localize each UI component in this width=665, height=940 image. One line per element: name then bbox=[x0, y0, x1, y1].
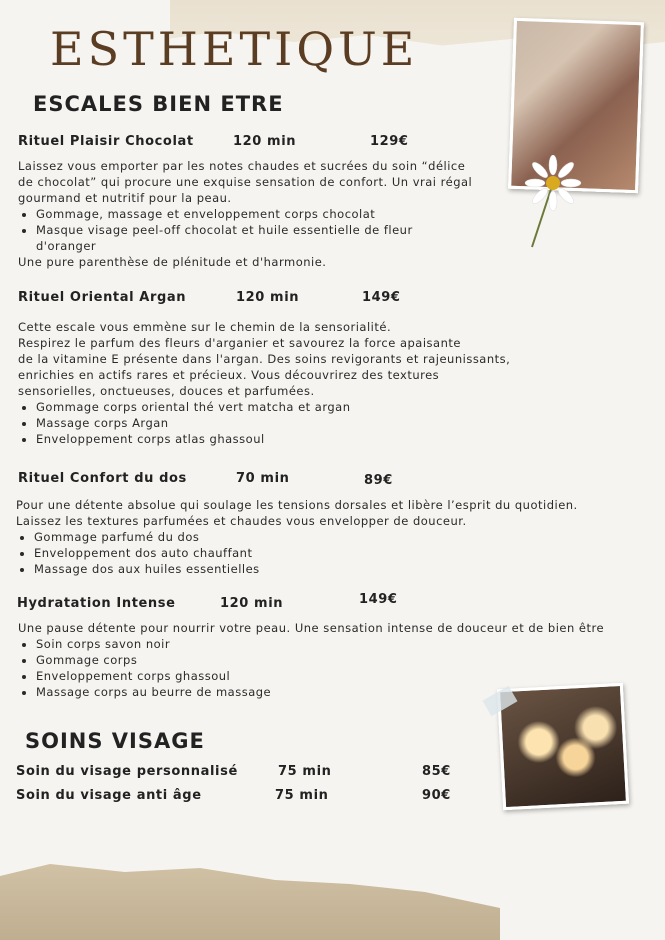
item-name: Rituel Oriental Argan bbox=[18, 290, 187, 305]
bullet-item: • Enveloppement dos auto chauffant bbox=[34, 545, 636, 561]
bullet-list bbox=[18, 206, 498, 254]
desc-line: Laissez les textures parfumées et chaudes vous envelopper de douceur. bbox=[16, 514, 467, 528]
item-duration: 75 min bbox=[278, 764, 332, 779]
desc-line: Une pause détente pour nourrir votre peau. Une sensation intense de douceur et de bien être bbox=[18, 621, 605, 635]
item-duration: 70 min bbox=[236, 471, 290, 486]
item-price: 149€ bbox=[359, 592, 398, 607]
daisy-icon bbox=[520, 155, 590, 250]
bullet-list bbox=[16, 529, 636, 577]
item-name: Rituel Confort du dos bbox=[18, 471, 187, 486]
desc-line: de chocolat” qui procure une exquise sensation de confort. Un vrai régal bbox=[18, 175, 473, 189]
item-price: 129€ bbox=[370, 134, 409, 149]
item-name: Hydratation Intense bbox=[17, 596, 176, 611]
bullet-item: • Enveloppement corps ghassoul bbox=[36, 668, 638, 684]
item-duration: 75 min bbox=[275, 788, 329, 803]
item-description bbox=[16, 497, 636, 577]
section-heading-escales: ESCALES BIEN ETRE bbox=[33, 92, 284, 116]
item-description bbox=[18, 319, 578, 447]
item-name: Soin du visage personnalisé bbox=[16, 764, 238, 779]
bullet-item: • Gommage corps oriental thé vert matcha et argan bbox=[36, 399, 578, 415]
bullet-item: • Gommage parfumé du dos bbox=[34, 529, 636, 545]
item-duration: 120 min bbox=[220, 596, 284, 611]
bullet-list bbox=[18, 399, 578, 447]
bullet-list bbox=[18, 636, 638, 700]
desc-line: enrichies en actifs rares et précieux. Vous découvrirez des textures bbox=[18, 368, 440, 382]
bullet-item: • Gommage, massage et enveloppement corps chocolat bbox=[36, 206, 498, 222]
page-title: ESTHETIQUE bbox=[50, 22, 419, 76]
bullet-item: • Massage corps Argan bbox=[36, 415, 578, 431]
bullet-item: • Gommage corps bbox=[36, 652, 638, 668]
item-duration: 120 min bbox=[233, 134, 297, 149]
bullet-item: • Enveloppement corps atlas ghassoul bbox=[36, 431, 578, 447]
candles-photo bbox=[497, 683, 629, 810]
item-price: 89€ bbox=[364, 473, 393, 488]
bullet-item: • Masque visage peel-off chocolat et huile essentielle de fleur d'oranger bbox=[36, 222, 436, 254]
desc-outro: Une pure parenthèse de plénitude et d'harmonie. bbox=[18, 255, 327, 269]
item-price: 90€ bbox=[422, 788, 451, 803]
item-duration: 120 min bbox=[236, 290, 300, 305]
item-price: 85€ bbox=[422, 764, 451, 779]
desc-line: Laissez vous emporter par les notes chaudes et sucrées du soin “délice bbox=[18, 159, 466, 173]
bullet-item: • Massage dos aux huiles essentielles bbox=[34, 561, 636, 577]
desc-line: sensorielles, onctueuses, douces et parfumées. bbox=[18, 384, 315, 398]
desc-line: Respirez le parfum des fleurs d'arganier et savourez la force apaisante bbox=[18, 336, 461, 350]
item-description bbox=[18, 158, 498, 270]
item-description bbox=[18, 620, 638, 700]
item-price: 149€ bbox=[362, 290, 401, 305]
desc-line: Pour une détente absolue qui soulage les tensions dorsales et libère l’esprit du quotidien. bbox=[16, 498, 578, 512]
bullet-item: • Soin corps savon noir bbox=[36, 636, 638, 652]
torn-paper-bottom bbox=[0, 860, 500, 940]
section-heading-visage: SOINS VISAGE bbox=[25, 729, 205, 753]
item-name: Soin du visage anti âge bbox=[16, 788, 202, 803]
desc-line: de la vitamine E présente dans l'argan. Des soins revigorants et rajeunissants, bbox=[18, 352, 511, 366]
desc-line: Cette escale vous emmène sur le chemin de la sensorialité. bbox=[18, 320, 392, 334]
bullet-item: • Massage corps au beurre de massage bbox=[36, 684, 638, 700]
item-name: Rituel Plaisir Chocolat bbox=[18, 134, 194, 149]
desc-line: gourmand et nutritif pour la peau. bbox=[18, 191, 232, 205]
